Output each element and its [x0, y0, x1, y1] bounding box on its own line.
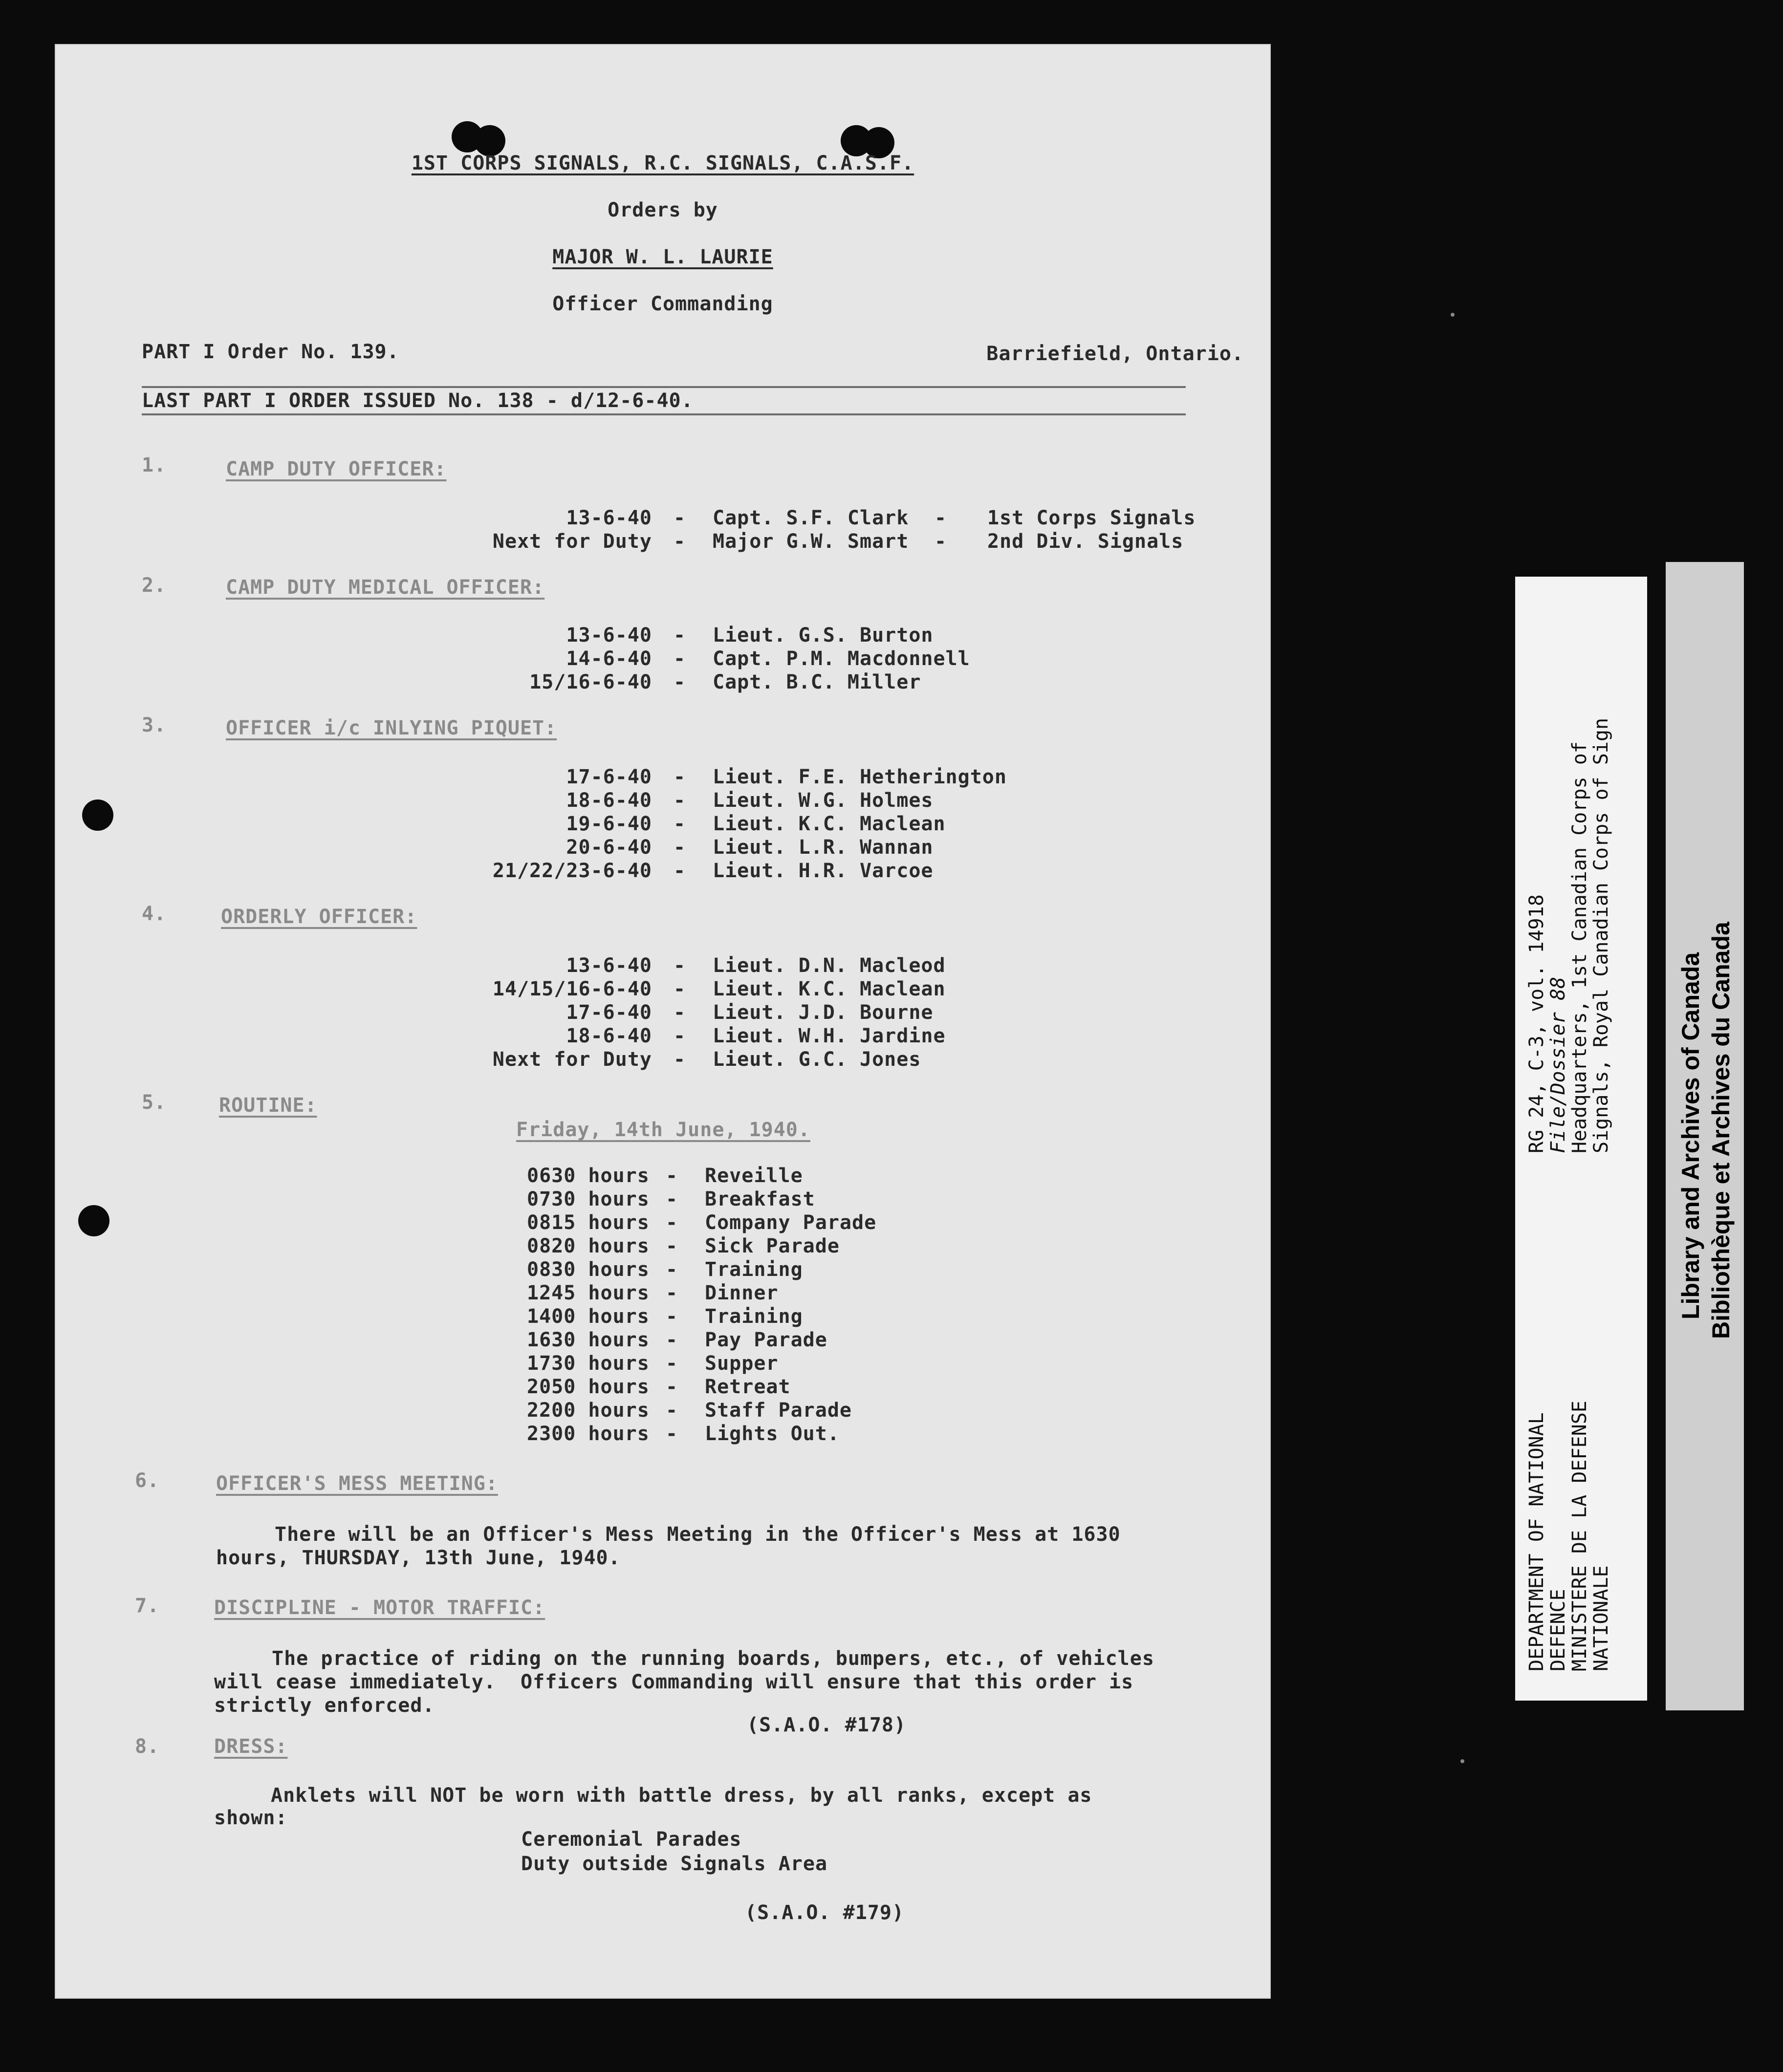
- dash: -: [674, 1025, 686, 1047]
- lac-french: Bibliothèque et Archives du Canada: [1707, 922, 1735, 1339]
- dash: -: [666, 1165, 678, 1187]
- dash: -: [666, 1399, 678, 1422]
- exception-item: Duty outside Signals Area: [521, 1853, 828, 1875]
- dash: -: [666, 1282, 678, 1304]
- section-number: 7.: [135, 1595, 160, 1617]
- officer-name: Capt. S.F. Clark: [713, 507, 909, 529]
- duty-date: 15/16-6-40: [529, 671, 652, 693]
- orders-by: Orders by: [608, 199, 718, 221]
- officer-name: Lieut. H.R. Varcoe: [713, 860, 934, 882]
- duty-date: 14/15/16-6-40: [492, 978, 652, 1000]
- paragraph-line: shown:: [214, 1807, 288, 1829]
- dash: -: [674, 1048, 686, 1071]
- archive-reference-label: [1515, 577, 1647, 1701]
- section-number: 6.: [135, 1469, 160, 1492]
- document-page: [55, 44, 1271, 1999]
- duty-date: Next for Duty: [492, 1048, 652, 1071]
- dash: -: [666, 1352, 678, 1375]
- paragraph-line: Anklets will NOT be worn with battle dress, by all ranks, except as: [271, 1784, 1092, 1807]
- duty-date: 17-6-40: [566, 766, 652, 788]
- department-line: DEFENCE: [1547, 1589, 1569, 1671]
- officer-unit: 1st Corps Signals: [987, 507, 1196, 529]
- dash: -: [674, 671, 686, 693]
- routine-event: Breakfast: [705, 1188, 815, 1210]
- punch-hole: [78, 1205, 109, 1236]
- dash: -: [674, 860, 686, 882]
- officer-name: Lieut. D.N. Macleod: [713, 954, 946, 977]
- routine-event: Staff Parade: [705, 1399, 852, 1422]
- section-title: OFFICER i/c INLYING PIQUET:: [226, 717, 557, 739]
- officer-name: Lieut. W.H. Jardine: [713, 1025, 946, 1047]
- routine-event: Pay Parade: [705, 1329, 827, 1351]
- commander-role: Officer Commanding: [552, 293, 773, 315]
- routine-time: 0830 hours: [527, 1258, 650, 1281]
- officer-name: Lieut. G.S. Burton: [713, 624, 934, 647]
- dash: -: [674, 813, 686, 835]
- routine-event: Dinner: [705, 1282, 779, 1304]
- dash: -: [674, 1001, 686, 1024]
- order-number: PART I Order No. 139.: [142, 341, 399, 363]
- routine-event: Sick Parade: [705, 1235, 840, 1257]
- dash: -: [666, 1305, 678, 1328]
- exception-item: Ceremonial Parades: [521, 1828, 742, 1851]
- duty-date: 19-6-40: [566, 813, 652, 835]
- duty-date: 13-6-40: [566, 624, 652, 647]
- location: Barriefield, Ontario.: [986, 343, 1244, 365]
- department-line: DEPARTMENT OF NATIONAL: [1525, 1412, 1548, 1671]
- paragraph-line: will cease immediately. Officers Commanding will ensure that this order is: [214, 1671, 1134, 1693]
- archive-reference: Signals, Royal Canadian Corps of Sign: [1590, 717, 1612, 1153]
- section-number: 1.: [142, 454, 167, 476]
- speck: [1460, 1759, 1464, 1763]
- paragraph-line: The practice of riding on the running boards, bumpers, etc., of vehicles: [272, 1647, 1154, 1670]
- archive-reference: Headquarters, 1st Canadian Corps of: [1568, 741, 1591, 1153]
- section-title: CAMP DUTY OFFICER:: [226, 458, 447, 480]
- dash: -: [674, 530, 686, 553]
- section-number: 5.: [142, 1091, 167, 1114]
- dash: -: [674, 954, 686, 977]
- officer-name: Major G.W. Smart: [713, 530, 909, 553]
- officer-unit: 2nd Div. Signals: [987, 530, 1184, 553]
- divider: [142, 386, 1186, 388]
- officer-name: Lieut. F.E. Hetherington: [713, 766, 1007, 788]
- routine-time: 1245 hours: [527, 1282, 650, 1304]
- lac-english: Library and Archives of Canada: [1677, 952, 1704, 1319]
- routine-event: Retreat: [705, 1376, 791, 1398]
- section-title: ORDERLY OFFICER:: [221, 906, 417, 928]
- sao-reference: (S.A.O. #178): [747, 1714, 907, 1736]
- officer-name: Lieut. G.C. Jones: [713, 1048, 921, 1071]
- lac-label: [1666, 562, 1744, 1710]
- section-number: 8.: [135, 1735, 160, 1758]
- routine-event: Supper: [705, 1352, 779, 1375]
- routine-date: Friday, 14th June, 1940.: [516, 1119, 810, 1141]
- routine-event: Reveille: [705, 1165, 803, 1187]
- dash: -: [666, 1211, 678, 1234]
- unit-heading: 1ST CORPS SIGNALS, R.C. SIGNALS, C.A.S.F.: [411, 152, 914, 174]
- speck: [1451, 313, 1455, 317]
- section-number: 3.: [142, 714, 167, 736]
- routine-event: Lights Out.: [705, 1423, 840, 1445]
- officer-name: Lieut. W.G. Holmes: [713, 789, 934, 812]
- punch-hole: [82, 799, 113, 831]
- department-line: NATIONALE: [1590, 1565, 1612, 1671]
- routine-event: Company Parade: [705, 1211, 877, 1234]
- officer-name: Capt. B.C. Miller: [713, 671, 921, 693]
- section-number: 4.: [142, 903, 167, 925]
- dash: -: [666, 1376, 678, 1398]
- paragraph-line: There will be an Officer's Mess Meeting in the Officer's Mess at 1630: [275, 1523, 1121, 1546]
- paragraph-line: hours, THURSDAY, 13th June, 1940.: [216, 1547, 621, 1569]
- section-title: OFFICER'S MESS MEETING:: [216, 1472, 498, 1495]
- routine-time: 2300 hours: [527, 1423, 650, 1445]
- dash: -: [666, 1258, 678, 1281]
- duty-date: 13-6-40: [566, 507, 652, 529]
- routine-time: 0820 hours: [527, 1235, 650, 1257]
- routine-time: 0730 hours: [527, 1188, 650, 1210]
- archive-reference: RG 24, C-3, vol. 14918: [1525, 894, 1548, 1153]
- dash: -: [674, 766, 686, 788]
- section-title: CAMP DUTY MEDICAL OFFICER:: [226, 576, 545, 599]
- sao-reference: (S.A.O. #179): [745, 1901, 905, 1924]
- dash: -: [666, 1235, 678, 1257]
- dash: -: [674, 836, 686, 859]
- dash: -: [666, 1188, 678, 1210]
- duty-date: 13-6-40: [566, 954, 652, 977]
- dash: -: [674, 648, 686, 670]
- dash: -: [674, 789, 686, 812]
- department-line: MINISTERE DE LA DEFENSE: [1568, 1401, 1591, 1671]
- section-title: ROUTINE:: [219, 1094, 317, 1117]
- paragraph-line: strictly enforced.: [214, 1694, 435, 1717]
- duty-date: 17-6-40: [566, 1001, 652, 1024]
- section-title: DRESS:: [214, 1735, 288, 1758]
- duty-date: 18-6-40: [566, 1025, 652, 1047]
- dash: -: [935, 530, 947, 553]
- duty-date: 18-6-40: [566, 789, 652, 812]
- duty-date: 20-6-40: [566, 836, 652, 859]
- divider: [142, 413, 1186, 415]
- dash: -: [935, 507, 947, 529]
- routine-time: 0630 hours: [527, 1165, 650, 1187]
- routine-event: Training: [705, 1305, 803, 1328]
- officer-name: Lieut. J.D. Bourne: [713, 1001, 934, 1024]
- routine-event: Training: [705, 1258, 803, 1281]
- commander-name: MAJOR W. L. LAURIE: [552, 246, 773, 268]
- routine-time: 0815 hours: [527, 1211, 650, 1234]
- dash: -: [674, 978, 686, 1000]
- dash: -: [666, 1423, 678, 1445]
- section-title: DISCIPLINE - MOTOR TRAFFIC:: [214, 1597, 545, 1619]
- routine-time: 2200 hours: [527, 1399, 650, 1422]
- officer-name: Lieut. L.R. Wannan: [713, 836, 934, 859]
- duty-date: Next for Duty: [492, 530, 652, 553]
- dash: -: [674, 624, 686, 647]
- section-number: 2.: [142, 574, 167, 597]
- officer-name: Lieut. K.C. Maclean: [713, 813, 946, 835]
- duty-date: 21/22/23-6-40: [492, 860, 652, 882]
- last-order: LAST PART I ORDER ISSUED No. 138 - d/12-6-40.: [142, 389, 694, 412]
- routine-time: 2050 hours: [527, 1376, 650, 1398]
- duty-date: 14-6-40: [566, 648, 652, 670]
- officer-name: Lieut. K.C. Maclean: [713, 978, 946, 1000]
- dash: -: [666, 1329, 678, 1351]
- routine-time: 1730 hours: [527, 1352, 650, 1375]
- officer-name: Capt. P.M. Macdonnell: [713, 648, 970, 670]
- routine-time: 1630 hours: [527, 1329, 650, 1351]
- archive-reference: File/Dossier 88: [1547, 976, 1569, 1153]
- routine-time: 1400 hours: [527, 1305, 650, 1328]
- dash: -: [674, 507, 686, 529]
